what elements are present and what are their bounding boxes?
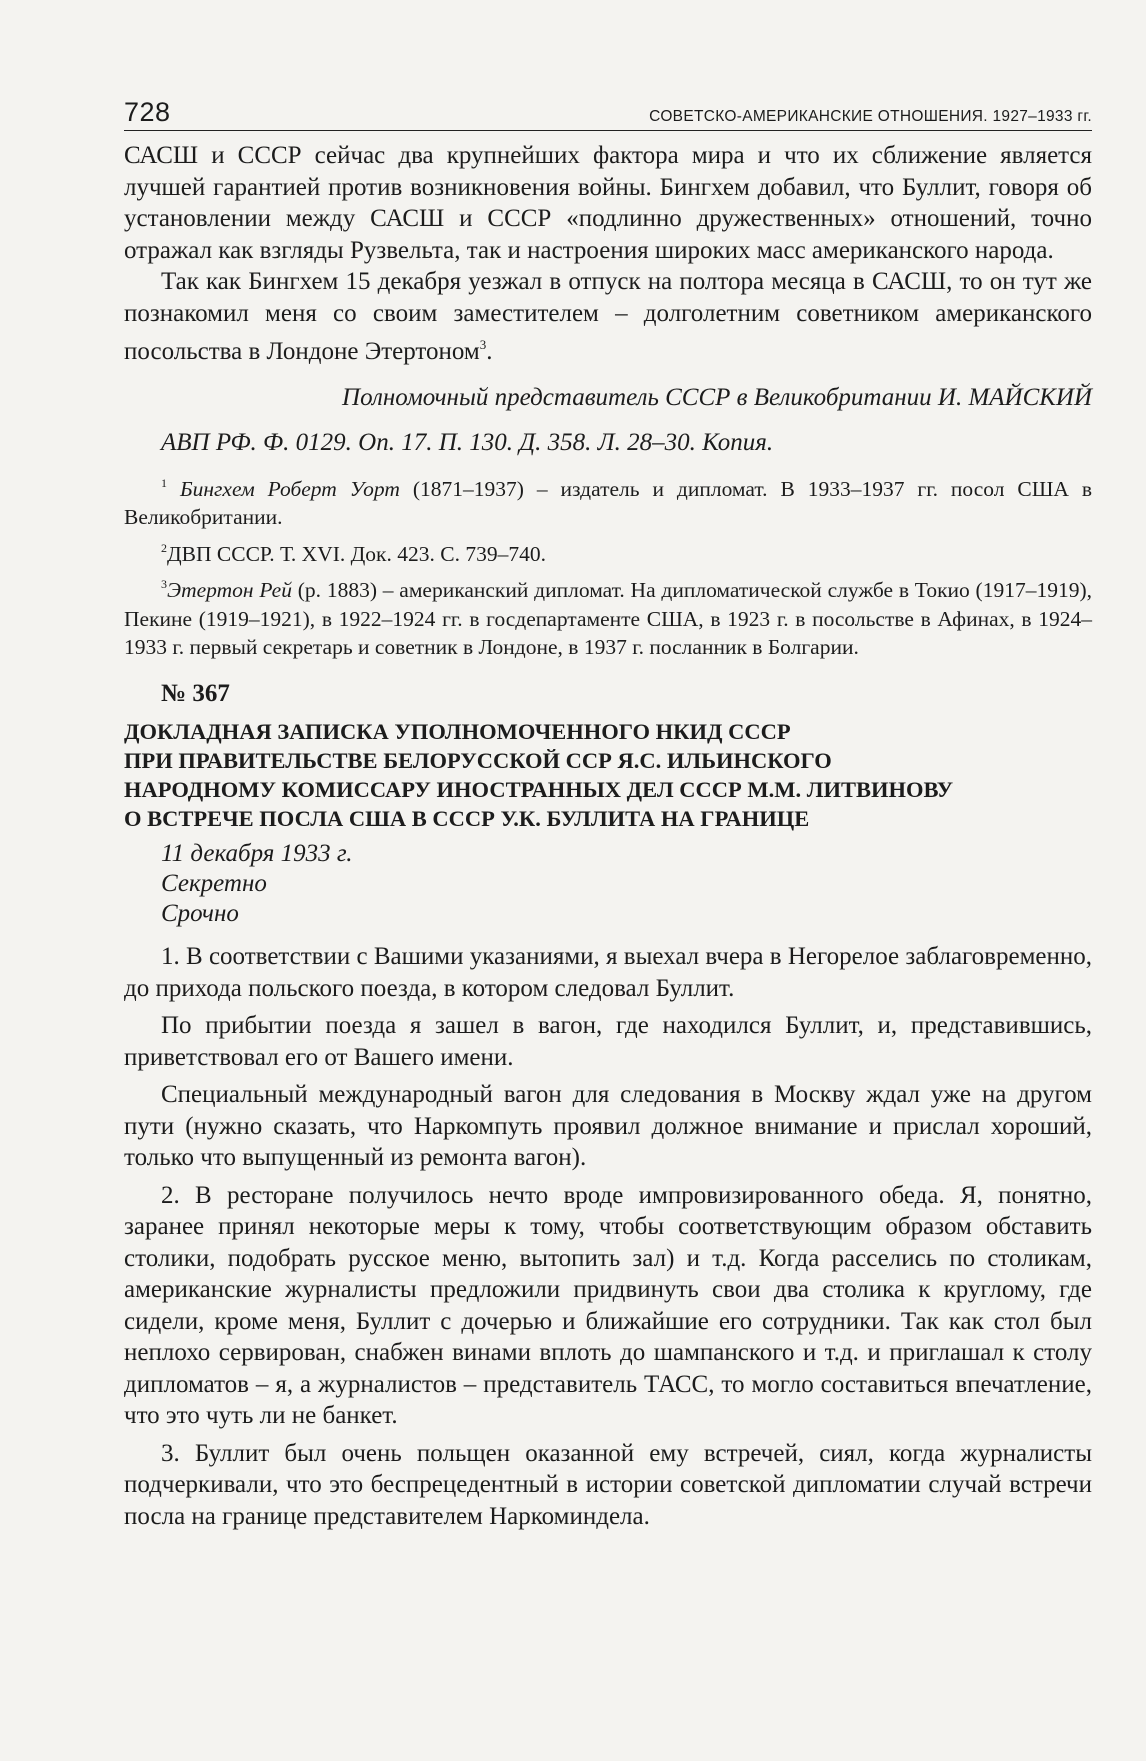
footnote-1 xyxy=(124,469,1092,532)
page-number: 728 xyxy=(124,97,171,127)
body-paragraph-4: 2. В ресторане получилось нечто вроде импровизированного обеда. Я, понятно, заранее принял некоторые меры к тому, чтобы соответствующим образом обставить столики, подобрать русское меню, вытопить зал) и т.д. Когда расселись по столикам, американские журналисты предложили придвинуть свои два столика к круглому, где сидели, кроме меня, Буллит с дочерью и ближайшие его сотрудники. Так как стол был неплохо сервирован, снабжен винами вплоть до шампанского и т.д. и приглашал к столу дипломатов – я, а журналистов – представитель ТАСС, то могло составиться впечатление, что это чуть ли не банкет. xyxy=(124,1181,1092,1429)
footnote-2-text: ДВП СССР. Т. XVI. Док. 423. С. 739–740. xyxy=(167,541,546,566)
archive-source: АВП РФ. Ф. 0129. Оп. 17. П. 130. Д. 358. Л. 28–30. Копия. xyxy=(161,429,774,456)
page-header xyxy=(124,96,1092,131)
footnote-3-name: Этертон Рей xyxy=(167,578,292,602)
document-body xyxy=(124,941,1092,1532)
footnote-3 xyxy=(124,570,1092,662)
footnote-3-mark: 3 xyxy=(161,577,167,591)
running-title: СОВЕТСКО-АМЕРИКАНСКИЕ ОТНОШЕНИЯ. 1927–1933 гг. xyxy=(649,108,1092,125)
footnote-1-text: (1871–1937) – издатель и дипломат. В 1933–1937 гг. посол США в Великобритании. xyxy=(124,476,1093,529)
intro-paragraph-2-text: Так как Бингхем 15 декабря уезжал в отпуск на полтора месяца в САСШ, то он тут же познакомил меня со своим заместителем – долголетним советником американского посольства в Лондоне Этертоном xyxy=(124,268,1092,365)
footnote-3-text: (р. 1883) – американский дипломат. На дипломатической службе в Токио (1917–1919), Пекине (1919–1921), в 1922–1924 гг. в госдепартаменте США, в 1923 г. в посольстве в Афинах, в 1924–1933 г. первый секретарь и советник в Лондоне, в 1937 г. посланник в Болгарии. xyxy=(124,578,1092,659)
body-paragraph-3: Специальный международный вагон для следования в Москву ждал уже на другом пути (нужно сказать, что Наркомпуть проявил должное внимание и прислал хороший, только что выпущенный из ремонта вагон). xyxy=(124,1081,1092,1171)
secrecy-mark: Секретно xyxy=(161,870,267,897)
document-title xyxy=(124,717,1092,833)
intro-paragraph-1: САСШ и СССР сейчас два крупнейших фактора мира и что их сближение является лучшей гарантией против возникновения войны. Бингхем добавил, что Буллит, говоря об установлении между САСШ и СССР «подлинно дружественных» отношений, точно отражал как взгляды Рузвельта, так и настроения широких масс американского народа. xyxy=(124,142,1092,264)
footnote-2-mark: 2 xyxy=(161,540,167,555)
document-title-line-3: НАРОДНОМУ КОМИССАРУ ИНОСТРАННЫХ ДЕЛ СССР М.М. ЛИТВИНОВУ xyxy=(124,777,954,802)
document-meta xyxy=(124,839,1092,929)
intro-paragraph-2 xyxy=(124,266,1092,368)
document-title-line-2: ПРИ ПРАВИТЕЛЬСТВЕ БЕЛОРУССКОЙ ССР Я.С. ИЛЬИНСКОГО xyxy=(124,748,832,773)
footnote-1-name: Бингхем Роберт Уорт xyxy=(179,476,400,501)
footnotes xyxy=(124,469,1092,662)
footnote-1-mark: 1 xyxy=(161,475,167,490)
body-paragraph-1: 1. В соответствии с Вашими указаниями, я выехал вчера в Негорелое заблаговременно, до прихода польского поезда, в котором следовал Буллит. xyxy=(124,943,1092,1002)
document-title-line-1: ДОКЛАДНАЯ ЗАПИСКА УПОЛНОМОЧЕННОГО НКИД СССР xyxy=(124,719,791,744)
urgency-mark: Срочно xyxy=(161,900,239,927)
intro-paragraph-2-end: . xyxy=(486,338,493,365)
body-paragraph-2: По прибытии поезда я зашел в вагон, где находился Буллит, и, представившись, приветствовал его от Вашего имени. xyxy=(124,1012,1092,1071)
document-title-line-4: О ВСТРЕЧЕ ПОСЛА США В СССР У.К. БУЛЛИТА НА ГРАНИЦЕ xyxy=(124,806,810,831)
body-paragraph-5: 3. Буллит был очень польщен оказанной ему встречей, сиял, когда журналисты подчеркивали, что это беспрецедентный в истории советской дипломатии случай встречи посла на границе представителем Наркоминдела. xyxy=(124,1439,1092,1530)
footnote-2 xyxy=(124,534,1092,569)
signature: Полномочный представитель СССР в Великобритании И. МАЙСКИЙ xyxy=(342,383,1092,411)
footnote-ref-3: 3 xyxy=(479,337,487,352)
page-content xyxy=(124,140,1092,1532)
document-number: № 367 xyxy=(161,679,230,707)
document-date: 11 декабря 1933 г. xyxy=(161,840,353,867)
